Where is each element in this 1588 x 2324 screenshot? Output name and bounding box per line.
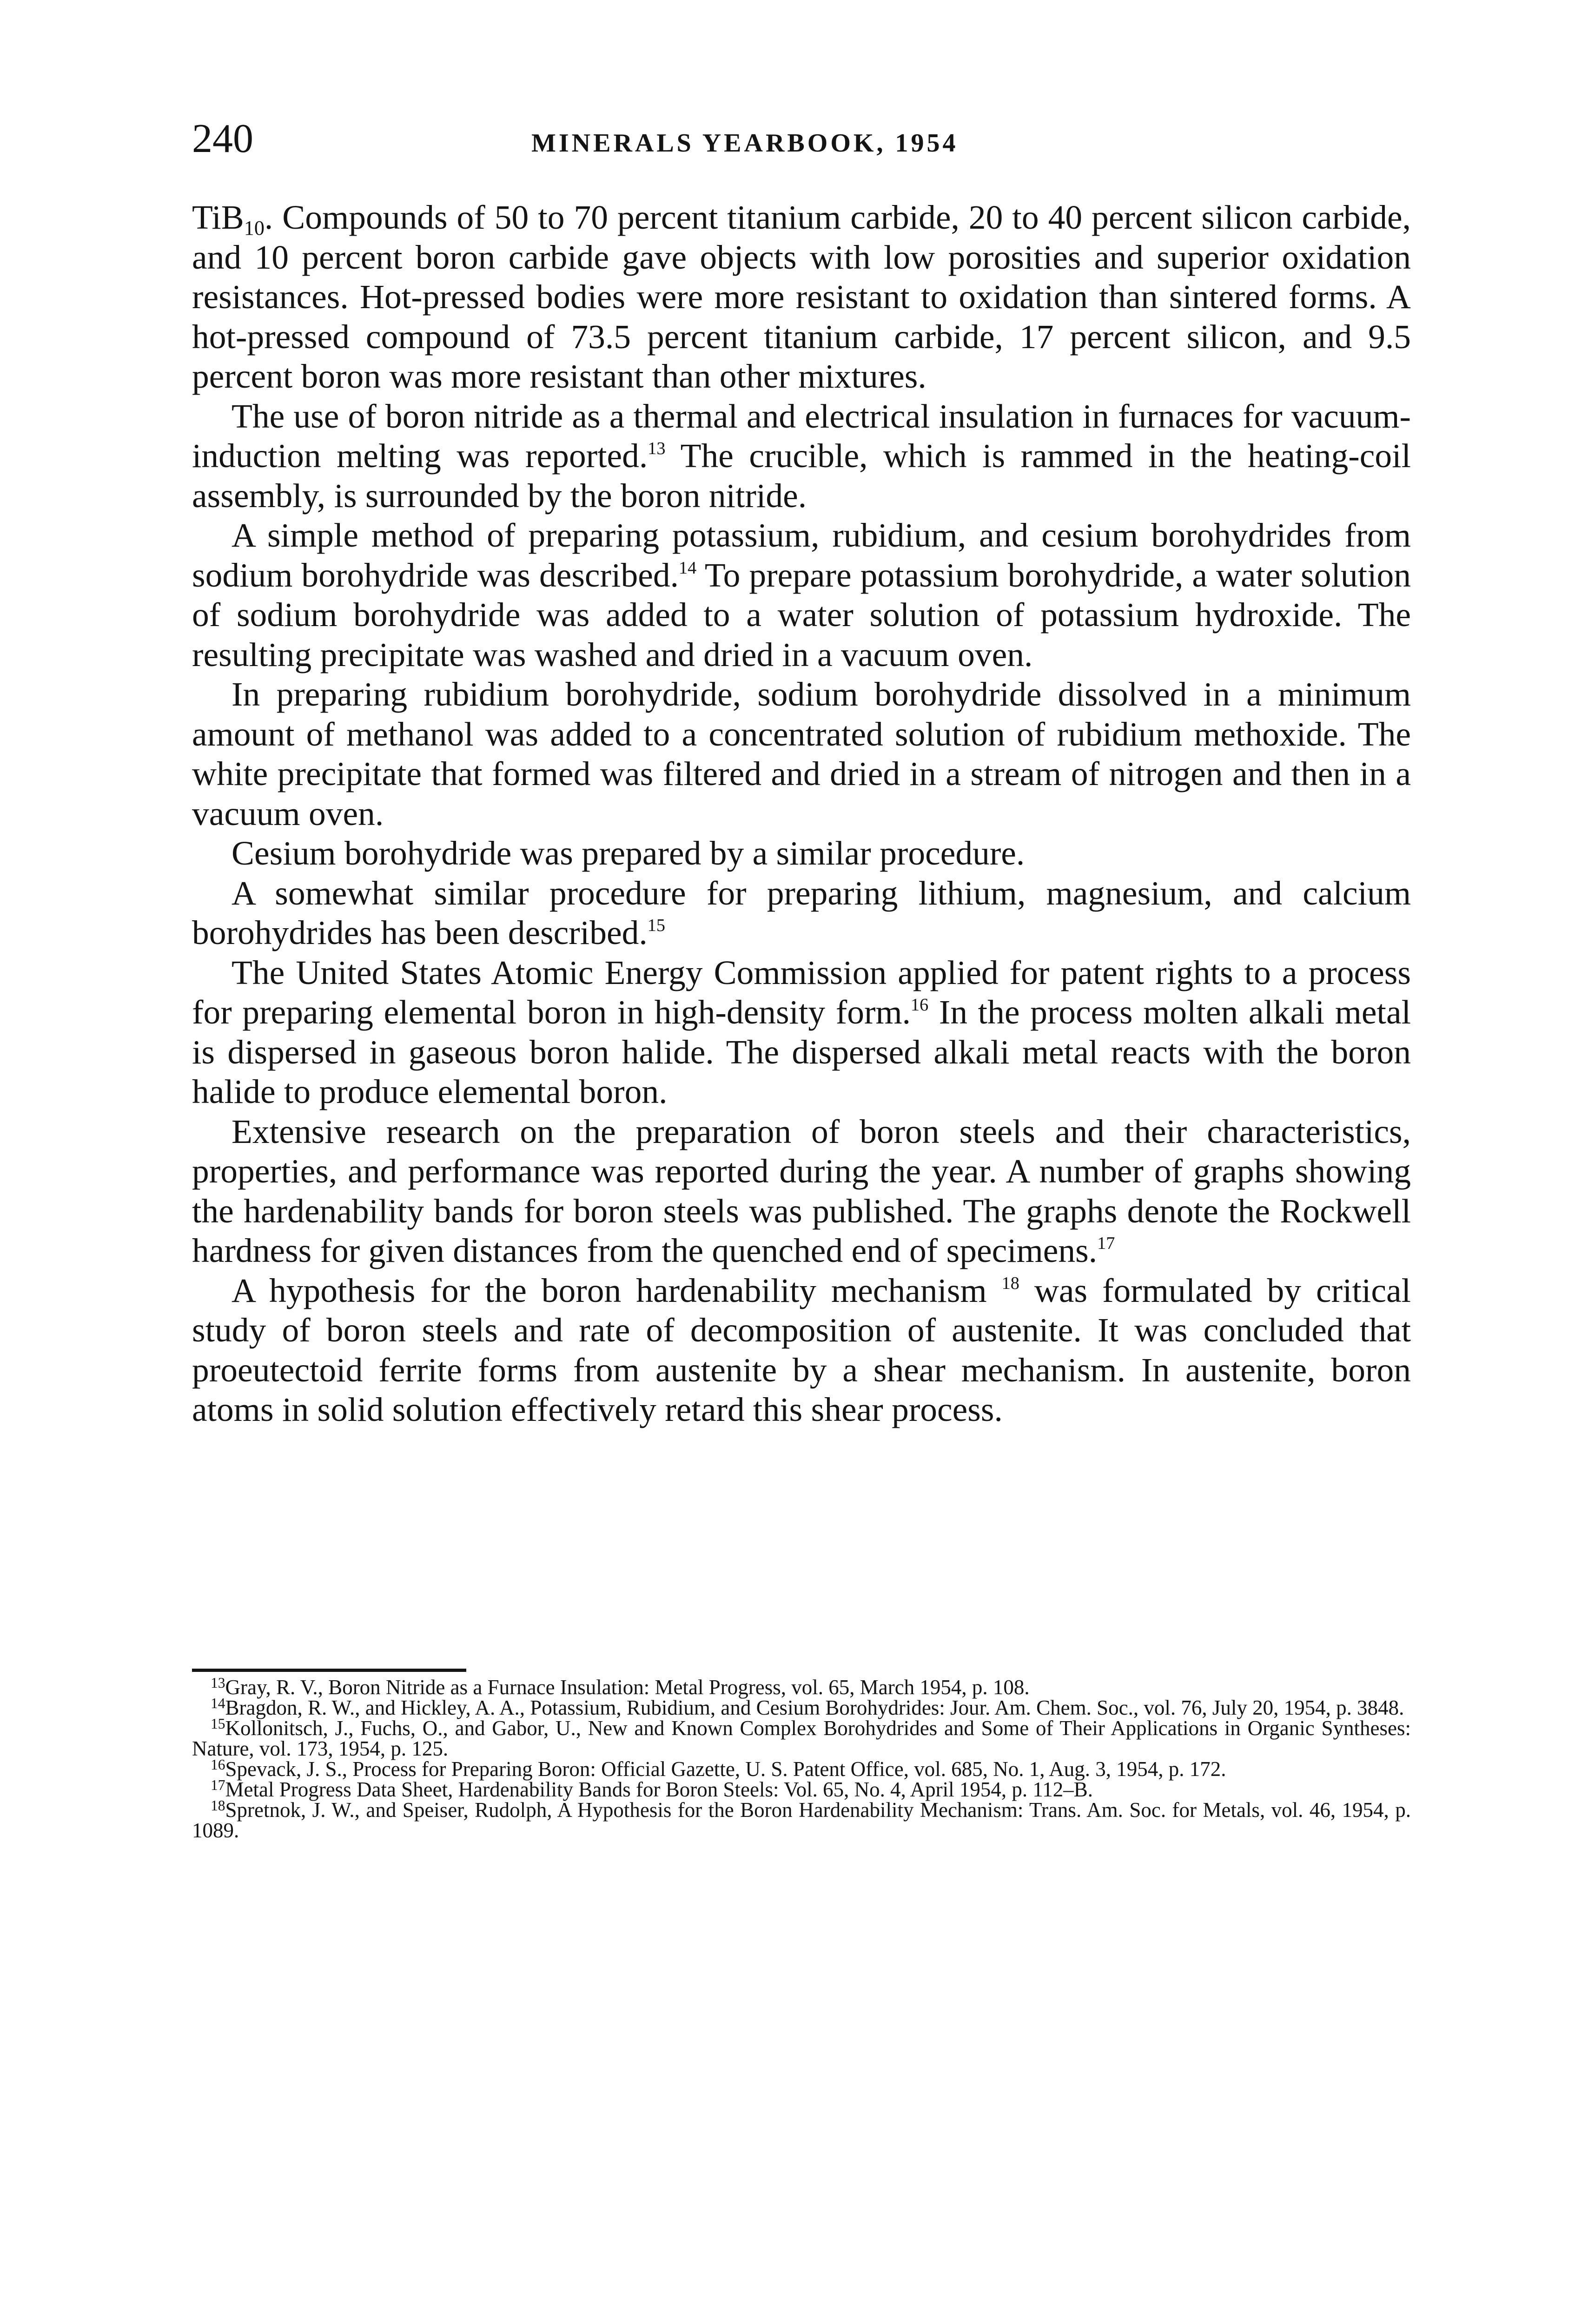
footnote-14 [192,1697,1411,1718]
paragraph-hardenability-hypothesis [192,1271,1411,1430]
paragraph-text: The United States Atomic Energy Commission applied for patent rights to a process for preparing elemental boron in high-density form. [192,953,1411,1031]
paragraph-boron-steels [192,1112,1411,1271]
footnote-number: 15 [211,1715,225,1732]
paragraph-tib10-compounds [192,198,1411,396]
subscript-10: 10 [244,217,265,240]
footnote-number: 16 [211,1756,225,1773]
running-title: MINERALS YEARBOOK, 1954 [531,129,959,158]
paragraph-boron-nitride [192,396,1411,516]
footnote-text: Gray, R. V., Boron Nitride as a Furnace Insulation: Metal Progress, vol. 65, March 1954, p. 108. [225,1676,1030,1699]
paragraph-text: Extensive research on the preparation of boron steels and their characteristics, properties, and performance was reported during the year. A number of graphs showing the hardenability bands for boron steels was published. The graphs denote the Rockwell hardness for given distances from the quenched end of specimens. [192,1112,1411,1269]
paragraph-text: Cesium borohydride was prepared by a similar procedure. [232,834,1025,872]
footnote-text: Kollonitsch, J., Fuchs, O., and Gabor, U., New and Known Complex Borohydrides and Some of Their Applications in Organic Syntheses: Nature, vol. 173, 1954, p. 125. [192,1717,1411,1760]
footnote-text: Bragdon, R. W., and Hickley, A. A., Potassium, Rubidium, and Cesium Borohydrides: Jour. Am. Chem. Soc., vol. 76, July 20, 1954, p. 3848. [225,1696,1404,1719]
footnote-rule [192,1669,466,1672]
footnote-15 [192,1715,1411,1760]
footnote-ref-14: 14 [678,558,697,578]
footnotes [192,1674,1411,1842]
footnote-ref-13: 13 [648,439,666,459]
paragraph-borohydrides-method [192,515,1411,674]
paragraph-cesium-borohydride [192,833,1411,873]
paragraph-text: TiB [192,198,244,236]
footnote-ref-15: 15 [647,916,665,936]
footnote-ref-17: 17 [1097,1234,1115,1254]
footnote-text: Spretnok, J. W., and Speiser, Rudolph, A Hypothesis for the Boron Hardenability Mechanism: Trans. Am. Soc. for Metals, vol. 46, 1954, p. 1089. [192,1798,1411,1842]
footnote-text: Metal Progress Data Sheet, Hardenability Bands for Boron Steels: Vol. 65, No. 4, April 1954, p. 112–B. [225,1778,1093,1801]
footnote-16 [192,1756,1411,1781]
footnote-18 [192,1797,1411,1842]
paragraph-similar-procedure [192,873,1411,953]
page-number: 240 [192,116,253,161]
paragraph-text: The use of boron nitride as a thermal and electrical insulation in furnaces for vacuum-induction melting was reported. [192,397,1411,475]
footnote-number: 13 [211,1674,225,1691]
paragraph-text-rest: was formulated by critical study of boron steels and rate of decomposition of austenite. It was concluded that proeutectoid ferrite forms from austenite by a shear mechanism. In austenite, boron atoms in solid solution effectively retard this shear process. [192,1271,1411,1428]
footnote-text: Spevack, J. S., Process for Preparing Boron: Official Gazette, U. S. Patent Office, vol. 685, No. 1, Aug. 3, 1954, p. 172. [225,1757,1226,1781]
footnote-13 [192,1674,1411,1699]
paragraph-text-rest: The crucible, which is rammed in the heating-coil assembly, is surrounded by the boron nitride. [192,437,1411,515]
paragraph-text: In preparing rubidium borohydride, sodium borohydride dissolved in a minimum amount of methanol was added to a concentrated solution of rubidium methoxide. The white precipitate that formed was filtered and dried in a stream of nitrogen and then in a vacuum oven. [192,675,1411,832]
paragraph-text: A hypothesis for the boron hardenability mechanism [232,1271,1002,1309]
footnote-ref-18: 18 [1001,1273,1019,1293]
footnote-17 [192,1776,1411,1801]
paragraph-text: A somewhat similar procedure for preparing lithium, magnesium, and calcium borohydrides has been described. [192,874,1411,951]
footnote-number: 14 [211,1695,225,1711]
footnote-number: 17 [211,1776,225,1793]
paragraph-text: A simple method of preparing potassium, rubidium, and cesium borohydrides from sodium borohydride was described. [192,516,1411,594]
paragraph-rubidium-borohydride [192,674,1411,833]
footnote-ref-16: 16 [911,995,929,1015]
footnote-number: 18 [211,1797,225,1814]
paragraph-text-rest: To prepare potassium borohydride, a water solution of sodium borohydride was added to a water solution of potassium hydroxide. The resulting precipitate was washed and dried in a vacuum oven. [192,556,1411,673]
paragraph-text-rest: In the process molten alkali metal is dispersed in gaseous boron halide. The dispersed alkali metal reacts with the boron halide to produce elemental boron. [192,993,1411,1110]
body-text [192,198,1411,1430]
paragraph-text-rest: . Compounds of 50 to 70 percent titanium carbide, 20 to 40 percent silicon carbide, and 10 percent boron carbide gave objects with low porosities and superior oxidation resistances. Hot-pressed bodies were more resistant to oxidation than sintered forms. A hot-pressed compound of 73.5 percent titanium carbide, 17 percent silicon, and 9.5 percent boron was more resistant than other mixtures. [192,198,1411,395]
paragraph-aec-patent [192,953,1411,1112]
